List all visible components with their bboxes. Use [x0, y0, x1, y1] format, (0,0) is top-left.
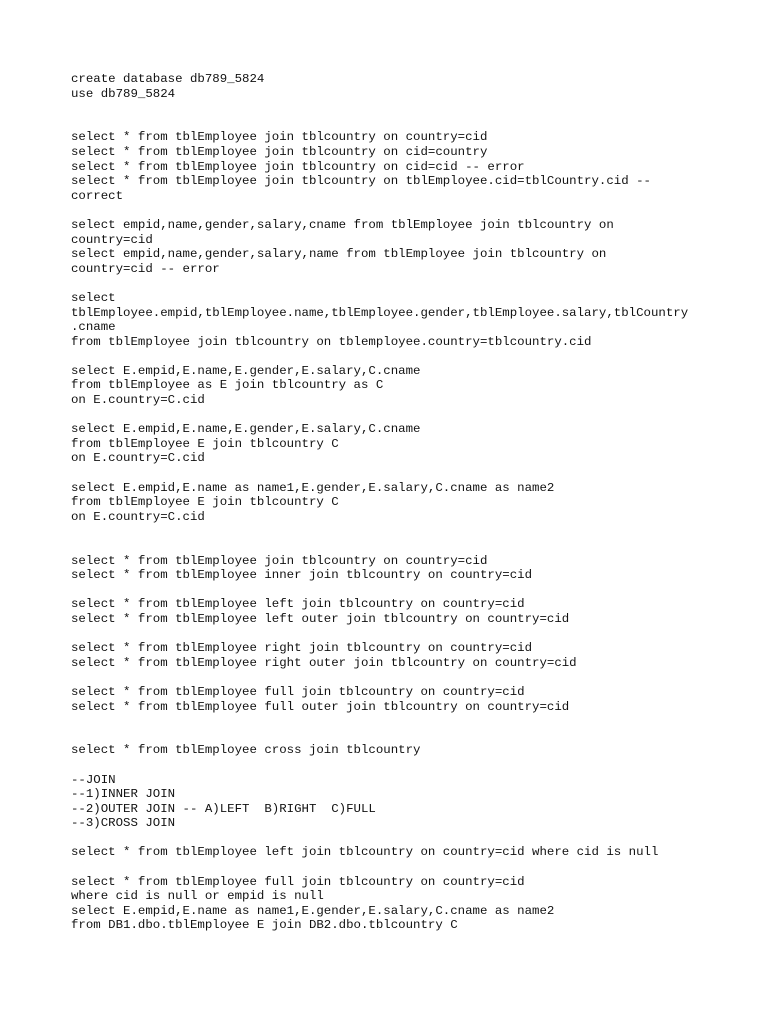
- code-line: select E.empid,E.name as name1,E.gender,E.salary,C.cname as name2: [71, 480, 555, 495]
- code-line: select * from tblEmployee cross join tblcountry: [71, 743, 421, 758]
- code-line: [71, 860, 751, 875]
- code-line: select * from tblEmployee join tblcountry on cid=country: [71, 144, 488, 159]
- code-line: select * from tblEmployee full join tblcountry on country=cid: [71, 874, 525, 889]
- code-line: where cid is null or empid is null: [71, 889, 324, 904]
- code-line: select * from tblEmployee left outer join tblcountry on country=cid: [71, 611, 570, 626]
- code-line: on E.country=C.cid: [71, 451, 205, 466]
- code-line: select empid,name,gender,salary,cname from tblEmployee join tblcountry on: [71, 217, 614, 232]
- code-line: --3)CROSS JOIN: [71, 816, 176, 831]
- code-line: select empid,name,gender,salary,name from tblEmployee join tblcountry on: [71, 247, 607, 262]
- code-line: from tblEmployee join tblcountry on tblemployee.country=tblcountry.cid: [71, 334, 592, 349]
- code-line: [71, 349, 751, 364]
- code-line: country=cid: [71, 232, 153, 247]
- code-line: .cname: [71, 320, 116, 335]
- code-line: create database db789_5824: [71, 72, 265, 86]
- code-line: [71, 729, 751, 744]
- code-line: [71, 524, 751, 539]
- code-line: [71, 539, 751, 554]
- code-line: select * from tblEmployee left join tblcountry on country=cid: [71, 597, 525, 612]
- code-line: select * from tblEmployee join tblcountry on tblEmployee.cid=tblCountry.cid --: [71, 174, 651, 189]
- code-line: [71, 583, 751, 598]
- code-line: from tblEmployee as E join tblcountry as C: [71, 378, 384, 393]
- code-line: [71, 408, 751, 423]
- code-line: --2)OUTER JOIN -- A)LEFT B)RIGHT C)FULL: [71, 801, 376, 816]
- code-line: select * from tblEmployee join tblcountry on cid=cid -- error: [71, 159, 525, 174]
- code-line: country=cid -- error: [71, 261, 220, 276]
- code-line: [71, 627, 751, 642]
- code-line: select * from tblEmployee join tblcountry on country=cid: [71, 553, 488, 568]
- code-line: --JOIN: [71, 772, 116, 787]
- code-line: [71, 276, 751, 291]
- code-line: select E.empid,E.name as name1,E.gender,E.salary,C.cname as name2: [71, 903, 555, 918]
- code-line: from tblEmployee E join tblcountry C: [71, 436, 339, 451]
- code-line: from DB1.dbo.tblEmployee E join DB2.dbo.tblcountry C: [71, 918, 458, 933]
- code-line: select * from tblEmployee full outer join tblcountry on country=cid: [71, 699, 570, 714]
- code-line: [71, 831, 751, 846]
- code-line: select * from tblEmployee right outer join tblcountry on country=cid: [71, 655, 577, 670]
- code-line: select: [71, 290, 116, 305]
- code-line: tblEmployee.empid,tblEmployee.name,tblEmployee.gender,tblEmployee.salary,tblCountry: [71, 305, 689, 320]
- code-line: select E.empid,E.name,E.gender,E.salary,C.cname: [71, 422, 421, 437]
- code-line: from tblEmployee E join tblcountry C: [71, 495, 339, 510]
- code-line: select * from tblEmployee join tblcountry on country=cid: [71, 130, 488, 145]
- code-line: [71, 116, 751, 131]
- code-line: select E.empid,E.name,E.gender,E.salary,C.cname: [71, 363, 421, 378]
- code-line: correct: [71, 188, 124, 203]
- code-line: select * from tblEmployee right join tblcountry on country=cid: [71, 641, 533, 656]
- code-line: use db789_5824: [71, 86, 176, 101]
- code-line: select * from tblEmployee inner join tblcountry on country=cid: [71, 568, 533, 583]
- code-line: --1)INNER JOIN: [71, 787, 176, 802]
- code-line: [71, 101, 751, 116]
- code-line: on E.country=C.cid: [71, 509, 205, 524]
- code-line: [71, 466, 751, 481]
- code-line: select * from tblEmployee left join tblcountry on country=cid where cid is null: [71, 845, 659, 860]
- code-line: on E.country=C.cid: [71, 393, 205, 408]
- code-line: [71, 203, 751, 218]
- document-page: [71, 72, 751, 933]
- code-line: select * from tblEmployee full join tblcountry on country=cid: [71, 684, 525, 699]
- code-line: [71, 714, 751, 729]
- code-line: [71, 758, 751, 773]
- code-line: [71, 670, 751, 685]
